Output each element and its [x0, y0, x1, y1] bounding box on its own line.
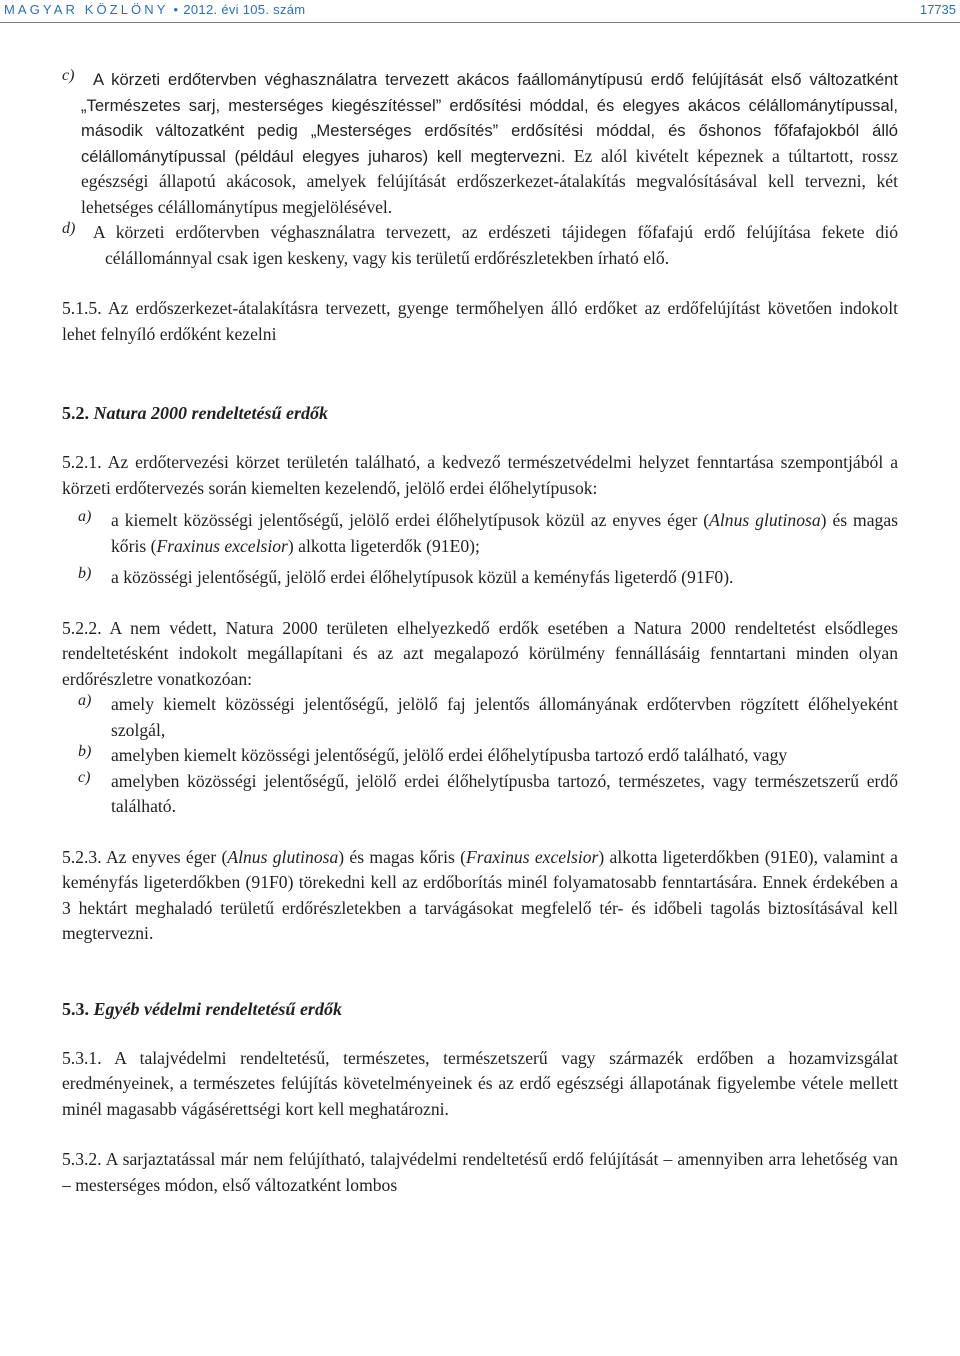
section-text: Az erdőszerkezet-átalakításra tervezett, gyenge termőhelyen álló erdőket az erdőfelújítást követően indokolt lehet felnyíló erdőként kezelni	[62, 298, 898, 344]
section-text: A nem védett, Natura 2000 területen elhelyezkedő erdők esetében a Natura 2000 rendeltetést elsődleges rendeltetésként indokolt megállapítani és az azt megalapozó körülmény fennállásáig fenntartani minden olyan erdőrészletre vonatkozóan:	[62, 617, 898, 689]
heading-title: Natura 2000 rendeltetésű erdők	[93, 403, 329, 423]
list-text	[111, 508, 898, 559]
item-c-text: A körzeti erdőtervben véghasználatra tervezett akácos faállománytípusú erdő felújítását első változatként „Természetes sarj, mesterséges kiegészítéssel” erdősítési móddal, és elegyes akácos célállománytípussal, második változatként pedig „Mesterséges erdősítés” erdősítési móddal, és őshonos főfafajokból álló célállománytípussal (például elegyes juharos) kell megtervezni.	[81, 70, 898, 166]
section-number: 5.2.1.	[62, 452, 102, 472]
heading-5-3	[62, 997, 898, 1021]
list-text: a közösségi jelentőségű, jelölő erdei élőhelytípusok közül a keményfás ligeterdő (91F0).	[111, 567, 734, 587]
list-item-a	[62, 692, 898, 743]
header-left	[4, 2, 305, 17]
list-label: b)	[78, 743, 92, 760]
list-item-d	[62, 220, 898, 271]
item-c-text-2: Ez alól kivételt képeznek a túltartott, rossz egészségi állapotú akácosok, amelyek felújítását erdőszerkezet-átalakítás megvalósításával kell tervezni, két lehetséges célállománytípus megjelölésével.	[81, 145, 899, 217]
section-number: 5.3.1.	[62, 1047, 102, 1068]
page-header	[0, 0, 960, 23]
list-text-part: ) és magas kőris (	[111, 510, 898, 556]
species-name: Alnus glutinosa	[227, 846, 339, 867]
section-5-2-1	[62, 450, 898, 501]
heading-number: 5.2.	[62, 403, 89, 423]
species-name: Fraxinus excelsior	[466, 846, 599, 867]
section-number: 5.2.2.	[62, 617, 102, 638]
heading-title: Egyéb védelmi rendeltetésű erdők	[93, 998, 342, 1019]
list-text-part: ) alkotta ligeterdők (91E0);	[287, 535, 480, 556]
section-number: 5.1.5.	[62, 298, 102, 318]
list-label: d)	[62, 220, 76, 237]
list-text: amelyben közösségi jelentőségű, jelölő erdei élőhelytípusba tartozó, természetes, vagy természetszerű erdő található.	[111, 770, 898, 816]
list-label: c)	[78, 768, 91, 786]
section-text-part: ) és magas kőris (	[338, 846, 467, 867]
document-body	[62, 40, 898, 1198]
heading-number: 5.3.	[62, 998, 89, 1019]
section-text: A sarjaztatással már nem felújítható, talajvédelmi rendeltetésű erdő felújítását – amennyiben arra lehetőség van – mesterséges módon, első változatként lombos	[62, 1149, 898, 1195]
species-name: Fraxinus excelsior	[156, 535, 288, 556]
section-5-2-2	[62, 616, 898, 693]
list-item-c	[62, 769, 898, 820]
heading-5-2	[62, 401, 898, 425]
section-5-1-5	[62, 296, 898, 347]
list-item-c	[62, 67, 898, 220]
list-text: amelyben kiemelt közösségi jelentőségű, jelölő erdei élőhelytípusba tartozó erdő található, vagy	[111, 745, 788, 765]
issue-label: 2012. évi 105. szám	[183, 2, 306, 17]
list-label: a)	[78, 508, 92, 525]
species-name: Alnus glutinosa	[709, 510, 821, 530]
list-text-part: a kiemelt közösségi jelentőségű, jelölő erdei élőhelytípusok közül az enyves éger (	[111, 510, 710, 530]
item-d-text: A körzeti erdőtervben véghasználatra tervezett, az erdészeti tájidegen főfafajú erdő felújítása fekete dió célállománnyal csak igen keskeny, vagy kis területű erdőrészletekben írható elő.	[93, 222, 898, 268]
page-number: 17735	[919, 2, 956, 17]
section-text-part: ) alkotta ligeterdőkben (91E0), valamint a keményfás ligeterdőkben (91F0) törekedni kell az erdőborítás minél folyamatosabb fenntartására. Ennek érdekében a 3 hektárt meghaladó területű erdőrészletekben a tarvágásokat megfelelő tér- és időbeli tagolás biztosításával kell megtervezni.	[62, 846, 898, 943]
section-text-part: Az enyves éger (	[105, 846, 228, 867]
paragraph	[81, 67, 898, 220]
list-label: c)	[62, 67, 75, 84]
section-text: A talajvédelmi rendeltetésű, természetes, természetszerű vagy származék erdőben a hozamvizsgálat eredményeinek, a természetes felújítás követelményeinek és az erdő egészségi állapotának figyelembe vétele mellett minél magasabb vágásérettségi kort kell meghatározni.	[62, 1047, 899, 1119]
section-5-2-3	[62, 845, 898, 947]
bullet-icon: •	[173, 2, 179, 17]
publication-title: MAGYAR KÖZLÖNY	[4, 2, 169, 17]
list-label: b)	[78, 565, 92, 582]
section-number: 5.3.2.	[62, 1149, 102, 1169]
list-item-a	[62, 508, 898, 559]
list-label: a)	[78, 692, 92, 709]
section-text: Az erdőtervezési körzet területén található, a kedvező természetvédelmi helyzet fenntartása szempontjából a körzeti erdőtervezés során kiemelten kezelendő, jelölő erdei élőhelytípusok:	[62, 452, 898, 498]
list-item-b	[62, 565, 898, 591]
section-number: 5.2.3.	[62, 846, 102, 867]
list-item-b	[62, 743, 898, 769]
list-text: amely kiemelt közösségi jelentőségű, jelölő faj jelentős állományának erdőtervben rögzített élőhelyeként szolgál,	[111, 694, 898, 740]
section-5-3-1	[62, 1046, 898, 1123]
section-5-3-2	[62, 1147, 898, 1198]
